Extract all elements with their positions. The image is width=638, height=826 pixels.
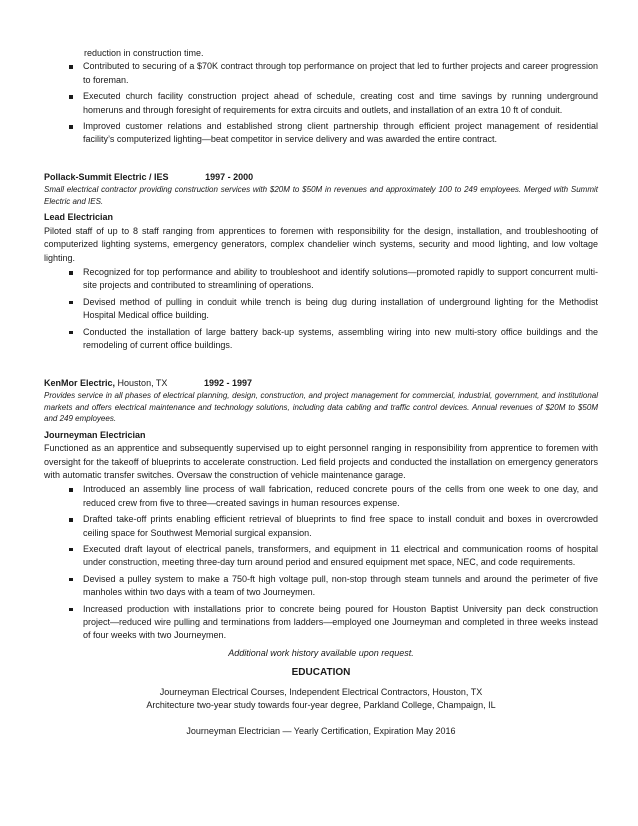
bullet-continuation: reduction in construction time. [84, 48, 204, 58]
list-item: Improved customer relations and established strong client partnership through efficient project management of residential facility’s computerized lighting—beat competitor in service delivery and was awarded the entire contract. [44, 120, 598, 147]
job-summary: Functioned as an apprentice and subsequently supervised up to eight personnel ranging in responsibility from apprentice to foremen with oversight for the takeoff of blueprints to accelerate construction. Led field projects and conducted the installation on emergency generators with automatic transfer switches. Oversaw the construction of vehicle maintenance garage. [44, 443, 598, 480]
list-item: Executed church facility construction project ahead of schedule, creating cost and time savings by running underground homeruns and through foresight of requirements for extra circuits and outlets, and installation of an extra 10 ft of conduit. [44, 90, 598, 117]
job-bullet-list [44, 483, 598, 642]
list-item: Contributed to securing of a $70K contract through top performance on project that led to further projects and career progression to foreman. [44, 60, 598, 87]
job-title: Journeyman Electrician [44, 429, 146, 440]
resume-content [44, 47, 598, 739]
job-heading-kenmor [44, 377, 598, 390]
job-bullet-list [44, 266, 598, 352]
additional-history-note: Additional work history available upon request. [228, 647, 414, 658]
list-item: Devised a pulley system to make a 750-ft high voltage pull, non-stop through steam tunnels and around the perimeter of five manholes within two days with a team of two Journeymen. [44, 573, 598, 600]
list-item: Introduced an assembly line process of wall fabrication, reduced concrete pours of the cells from one week to one day, and reduced crew from five to three—created savings in human resources expense. [44, 483, 598, 510]
list-item: Drafted take-off prints enabling efficient retrieval of blueprints to find free space to install conduit and boxes in overcrowded ceiling space for Southwest Memorial surgical expansion. [44, 513, 598, 540]
education-line: Journeyman Electrical Courses, Independent Electrical Contractors, Houston, TX [159, 686, 483, 697]
job-dates: 1997 - 2000 [205, 171, 254, 182]
list-item: Conducted the installation of large battery back-up systems, assembling wiring into new multi-story office buildings and the remodeling of current office buildings. [44, 326, 598, 353]
company-description: Small electrical contractor providing construction services with $20M to $50M in revenues and approximately 100 to 249 employees. Merged with Summit Electric and IES. [44, 185, 598, 206]
job-title: Lead Electrician [44, 212, 114, 223]
job-dates: 1992 - 1997 [203, 377, 252, 388]
job-summary: Piloted staff of up to 8 staff ranging from apprentices to foremen with responsibility for the design, installation, and troubleshooting of computerized lighting systems, emergency generators, complex chandelier winch systems, security and mood lighting, and low voltage lighting. [44, 225, 598, 263]
education-line: Architecture two-year study towards four-year degree, Parkland College, Champaign, IL [146, 700, 496, 710]
company-description: Provides service in all phases of electrical planning, design, construction, and project management for commercial, industrial, government, and institutional markets and offers electrical maintenance and technology solutions, including data cabling and traffic control devices. Annual revenues of $20M to $50M and 249 employees. [44, 390, 598, 424]
company-location: Houston, TX [117, 377, 168, 388]
list-item: Executed draft layout of electrical panels, transformers, and equipment in 11 electrical and communication rooms of hospital under construction, meeting three-day turn around period and ensured equipment met space, NEC, and code requirements. [44, 543, 598, 570]
intro-bullet-list [44, 60, 598, 146]
list-item: Increased production with installations prior to concrete being poured for Houston Baptist University pan deck construction project—reduced wire pulling and terminations from ladders—employed one Journeyman and completed in three weeks instead of four weeks with two Journeymen. [44, 603, 598, 643]
list-item: Devised method of pulling in conduit while trench is being dug during installation of underground lighting for the Methodist Hospital Medical office building. [44, 296, 598, 323]
job-heading-pollack [44, 171, 598, 184]
list-item: Recognized for top performance and ability to troubleshoot and identify solutions—promoted rapidly to support concurrent multi-site projects and contributed to streamlining of operations. [44, 266, 598, 293]
certification-line: Journeyman Electrician — Yearly Certification, Expiration May 2016 [186, 726, 456, 737]
company-name: Pollack-Summit Electric / IES [44, 171, 169, 182]
education-heading: EDUCATION [291, 667, 351, 679]
company-name: KenMor Electric, [44, 377, 116, 388]
